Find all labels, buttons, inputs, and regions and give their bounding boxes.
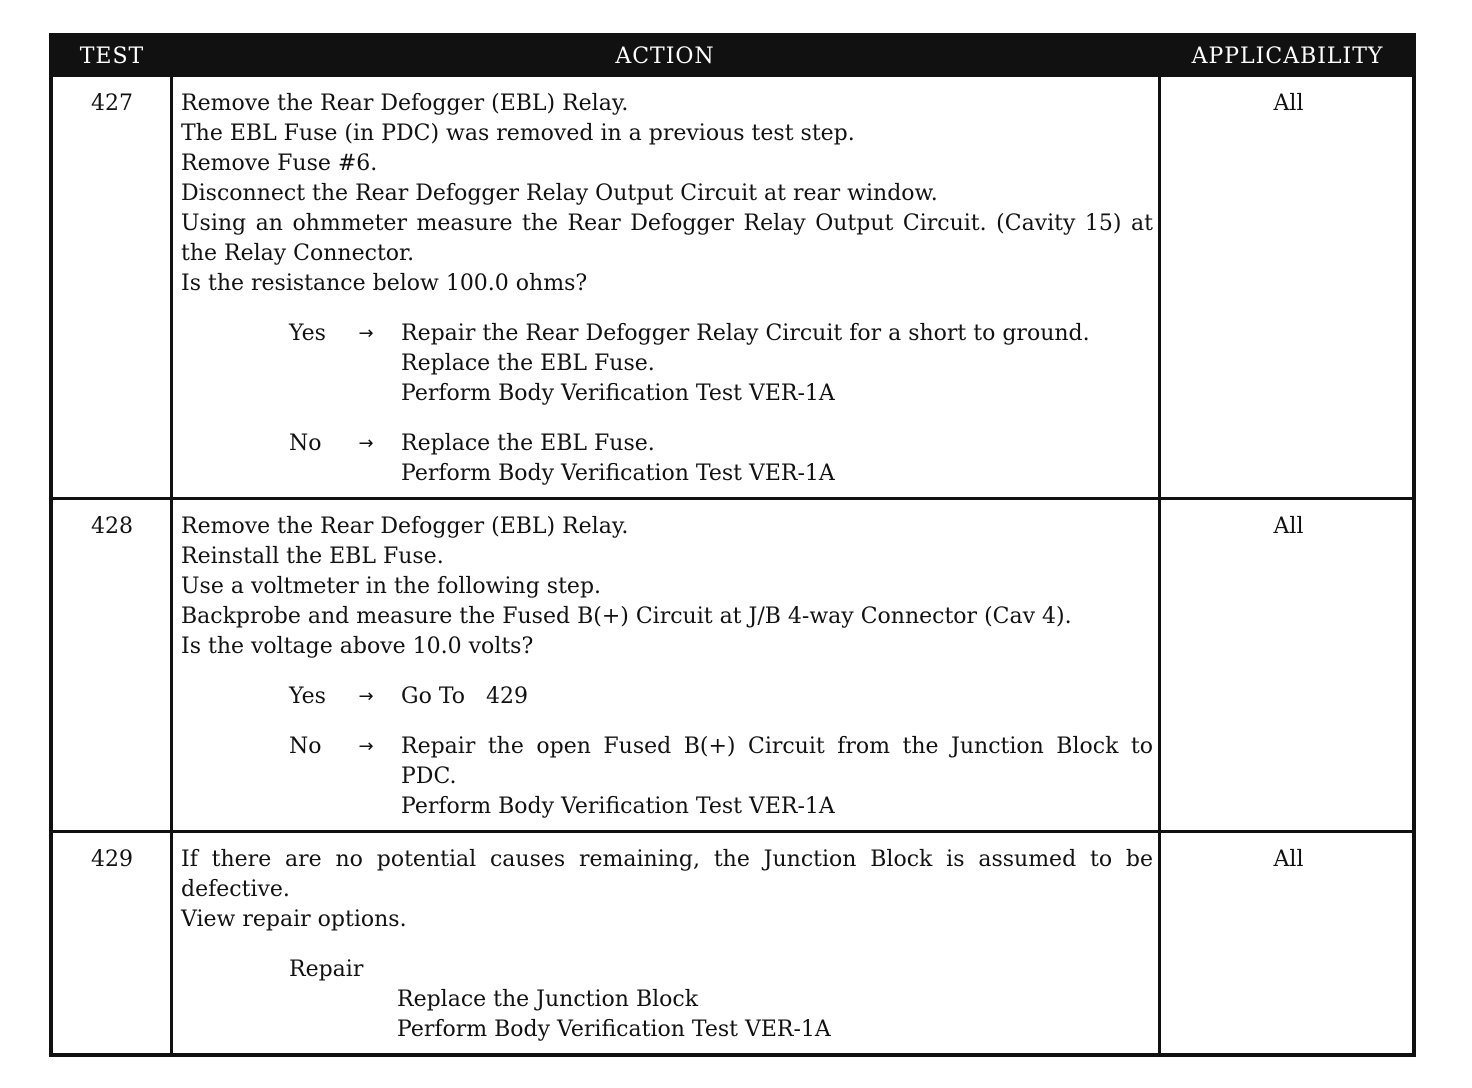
action-cell [181, 845, 1153, 1045]
repair-options [181, 955, 1153, 1045]
result-label: No [289, 734, 322, 759]
header-applicability: APPLICABILITY [1191, 44, 1384, 69]
step-text: Remove Fuse #6. [181, 151, 378, 176]
arrow-right-icon: → [358, 433, 374, 454]
table-header-row [53, 37, 1412, 77]
repair-line: Replace the Junction Block [397, 987, 699, 1012]
repair-line: Perform Body Verification Test VER-1A [397, 1017, 831, 1042]
step-text: The EBL Fuse (in PDC) was removed in a previous test step. [181, 121, 855, 146]
step-text: Reinstall the EBL Fuse. [181, 544, 444, 569]
result-no [181, 732, 1153, 822]
applicability-cell: All [1273, 514, 1304, 539]
result-line: Repair the Rear Defogger Relay Circuit for a short to ground. [401, 321, 1090, 346]
arrow-right-icon: → [358, 736, 374, 757]
result-label: Yes [289, 321, 326, 346]
step-text: Using an ohmmeter measure the Rear Defogger Relay Output Circuit. (Cavity 15) at the Relay Connector. [181, 211, 1153, 266]
result-body [401, 682, 1153, 712]
step-text: Remove the Rear Defogger (EBL) Relay. [181, 91, 629, 116]
result-line: Replace the EBL Fuse. [401, 351, 655, 376]
result-line: Perform Body Verification Test VER-1A [401, 794, 835, 819]
action-cell [181, 512, 1153, 822]
result-label: No [289, 431, 322, 456]
arrow-right-icon: → [358, 686, 374, 707]
test-number: 429 [91, 847, 133, 872]
action-cell [181, 89, 1153, 489]
test-number: 428 [91, 514, 133, 539]
result-body [401, 429, 1153, 489]
header-test: TEST [79, 44, 145, 69]
step-text: View repair options. [181, 907, 407, 932]
repair-title: Repair [289, 957, 364, 982]
result-label: Yes [289, 684, 326, 709]
result-yes [181, 319, 1153, 409]
go-to-link: Go To 429 [401, 684, 528, 709]
applicability-cell: All [1273, 91, 1304, 116]
result-line: Repair the open Fused B(+) Circuit from the Junction Block to PDC. [401, 734, 1153, 789]
step-text: If there are no potential causes remaining, the Junction Block is assumed to be defective. [181, 847, 1153, 902]
result-body [401, 732, 1153, 822]
result-line: Perform Body Verification Test VER-1A [401, 381, 835, 406]
result-line: Perform Body Verification Test VER-1A [401, 461, 835, 486]
arrow-right-icon: → [358, 323, 374, 344]
diagnostic-test-table [49, 33, 1416, 1057]
step-question: Is the voltage above 10.0 volts? [181, 634, 534, 659]
result-yes [181, 682, 1153, 712]
table-row [53, 77, 1412, 497]
step-text: Backprobe and measure the Fused B(+) Circuit at J/B 4-way Connector (Cav 4). [181, 604, 1072, 629]
result-no [181, 429, 1153, 489]
header-action: ACTION [615, 44, 715, 69]
step-text: Remove the Rear Defogger (EBL) Relay. [181, 514, 629, 539]
result-line: Replace the EBL Fuse. [401, 431, 655, 456]
table-row [53, 500, 1412, 830]
result-body [401, 319, 1153, 409]
table-row [53, 833, 1412, 1054]
applicability-cell: All [1273, 847, 1304, 872]
step-text: Disconnect the Rear Defogger Relay Output Circuit at rear window. [181, 181, 938, 206]
repair-items [397, 985, 1153, 1045]
test-number: 427 [91, 91, 133, 116]
step-text: Use a voltmeter in the following step. [181, 574, 602, 599]
step-question: Is the resistance below 100.0 ohms? [181, 271, 588, 296]
